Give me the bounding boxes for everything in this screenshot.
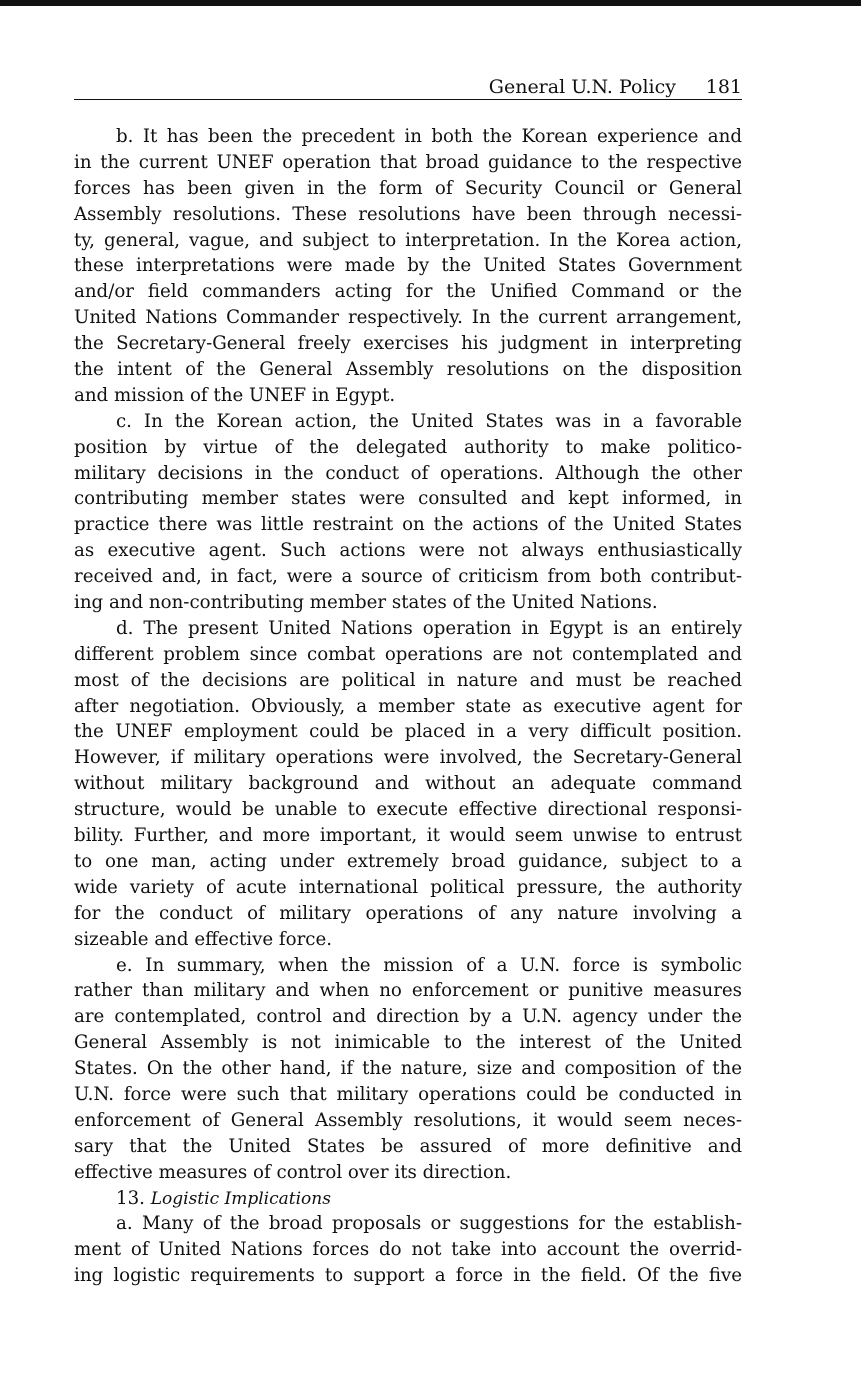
text-line: wide variety of acute international political pressure, the authority	[74, 876, 742, 898]
paragraph-b	[74, 124, 742, 409]
text-line: ing logistic requirements to support a force in the field. Of the five	[74, 1265, 742, 1287]
text-line: effective measures of control over its direction.	[74, 1161, 512, 1183]
text-line: b. It has been the precedent in both the Korean experience and	[116, 126, 742, 147]
page-top-border	[0, 0, 861, 6]
text-line: rather than military and when no enforcement or punitive measures	[74, 980, 742, 1002]
text-line: Assembly resolutions. These resolutions have been through necessi-	[74, 203, 742, 225]
text-line: these interpretations were made by the United States Government	[74, 255, 742, 277]
text-line: after negotiation. Obviously, a member state as executive agent for	[74, 695, 742, 717]
text-line: position by virtue of the delegated authority to make politico-	[74, 436, 742, 458]
text-line: General Assembly is not inimicable to the interest of the United	[74, 1032, 742, 1054]
text-line: bility. Further, and more important, it would seem unwise to entrust	[74, 825, 742, 847]
text-line: and/or field commanders acting for the Unified Command or the	[74, 281, 742, 303]
text-line: to one man, acting under extremely broad guidance, subject to a	[74, 850, 742, 872]
page-number: 181	[705, 76, 742, 98]
running-head-title: General U.N. Policy	[488, 76, 676, 98]
text-line: for the conduct of military operations of any nature involving a	[74, 902, 742, 924]
text-line: military decisions in the conduct of operations. Although the other	[74, 462, 742, 484]
section-title: Logistic Implications	[150, 1188, 331, 1209]
text-line: States. On the other hand, if the nature, size and composition of the	[74, 1058, 742, 1080]
text-line: enforcement of General Assembly resolutions, it would seem neces-	[74, 1109, 742, 1131]
text-line: United Nations Commander respectively. In the current arrangement,	[74, 307, 742, 329]
text-line: a. Many of the broad proposals or suggestions for the establish-	[116, 1213, 742, 1235]
text-line: U.N. force were such that military operations could be conducted in	[74, 1083, 742, 1105]
text-line: without military background and without an adequate command	[74, 773, 742, 795]
text-line: in the current UNEF operation that broad guidance to the respective	[74, 151, 742, 173]
text-line: forces has been given in the form of Security Council or General	[74, 177, 742, 199]
text-line: contributing member states were consulted and kept informed, in	[74, 488, 742, 510]
text-line: sizeable and effective force.	[74, 928, 333, 950]
text-line: e. In summary, when the mission of a U.N. force is symbolic	[116, 954, 742, 976]
text-line: structure, would be unable to execute effective directional responsi-	[74, 799, 742, 821]
text-line: as executive agent. Such actions were not always enthusiastically	[74, 540, 742, 562]
text-line: the Secretary-General freely exercises his judgment in interpreting	[74, 333, 742, 355]
paragraph-d	[74, 616, 742, 953]
text-line: most of the decisions are political in nature and must be reached	[74, 669, 742, 691]
text-line: ing and non-contributing member states of the United Nations.	[74, 592, 658, 614]
paragraph-13a	[74, 1211, 742, 1289]
text-line: sary that the United States be assured of more definitive and	[74, 1135, 742, 1157]
text-line: are contemplated, control and direction by a U.N. agency under the	[74, 1006, 742, 1028]
paragraph-c	[74, 409, 742, 616]
text-line: d. The present United Nations operation in Egypt is an entirely	[116, 617, 742, 639]
text-line: received and, in fact, were a source of criticism from both contribut-	[74, 566, 742, 588]
document-page	[74, 76, 742, 1289]
section-heading	[74, 1186, 742, 1212]
text-line: practice there was little restraint on the actions of the United States	[74, 514, 742, 536]
text-line: ty, general, vague, and subject to interpretation. In the Korea action,	[74, 229, 742, 251]
text-line: ment of United Nations forces do not take into account the overrid-	[74, 1239, 742, 1261]
text-line: different problem since combat operations are not contemplated and	[74, 643, 742, 665]
text-line: the intent of the General Assembly resolutions on the disposition	[74, 359, 742, 381]
text-line: the UNEF employment could be placed in a very difficult position.	[74, 721, 742, 743]
body-text	[74, 124, 742, 1289]
text-line: However, if military operations were involved, the Secretary-General	[74, 747, 742, 769]
text-line: and mission of the UNEF in Egypt.	[74, 384, 396, 406]
section-number: 13.	[116, 1187, 145, 1209]
paragraph-e	[74, 953, 742, 1186]
text-line: c. In the Korean action, the United States was in a favorable	[116, 410, 742, 432]
section-heading-line	[74, 1186, 742, 1212]
running-head	[74, 76, 742, 100]
